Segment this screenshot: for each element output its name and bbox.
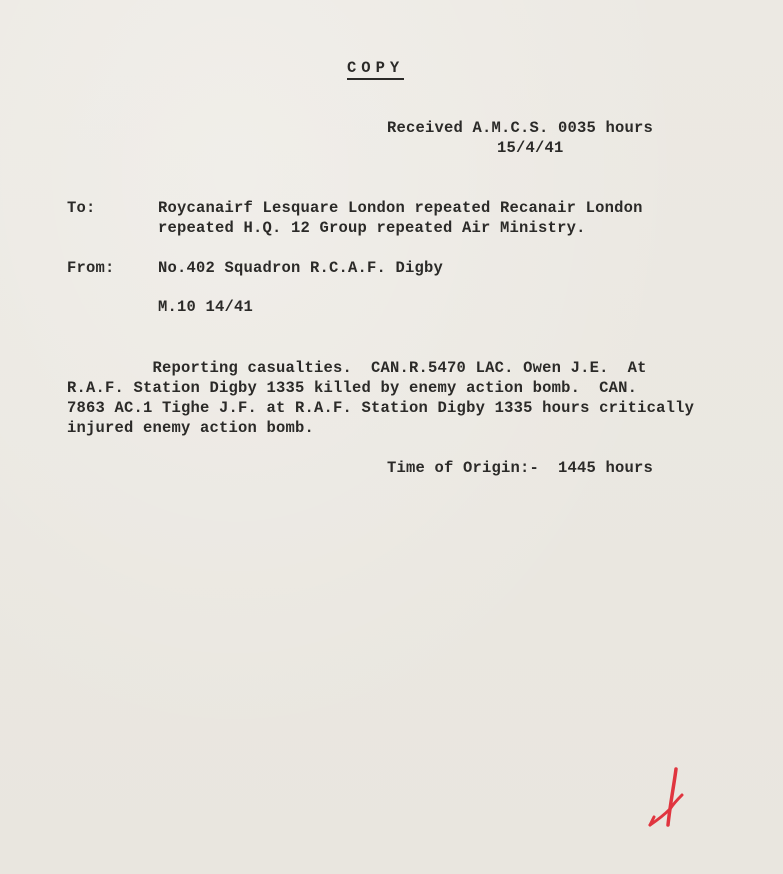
received-date: 15/4/41	[497, 139, 564, 157]
to-line-1: Roycanairf Lesquare London repeated Recanair London	[158, 199, 643, 217]
to-line-2: repeated H.Q. 12 Group repeated Air Ministry.	[158, 219, 586, 237]
document-heading: COPY	[347, 58, 404, 80]
from-value: No.402 Squadron R.C.A.F. Digby	[158, 259, 444, 277]
to-label: To:	[67, 199, 96, 217]
body-line-4: injured enemy action bomb.	[67, 419, 315, 437]
red-check-mark-icon	[640, 765, 690, 835]
body-line-2: R.A.F. Station Digby 1335 killed by enemy action bomb. CAN.	[67, 379, 638, 397]
time-of-origin: Time of Origin:- 1445 hours	[387, 459, 654, 477]
body-line-3: 7863 AC.1 Tighe J.F. at R.A.F. Station Digby 1335 hours critically	[67, 399, 695, 417]
from-label: From:	[67, 259, 115, 277]
received-line: Received A.M.C.S. 0035 hours	[387, 119, 654, 137]
body-line-1: Reporting casualties. CAN.R.5470 LAC. Owen J.E. At	[67, 359, 647, 377]
reference-number: M.10 14/41	[158, 298, 254, 316]
